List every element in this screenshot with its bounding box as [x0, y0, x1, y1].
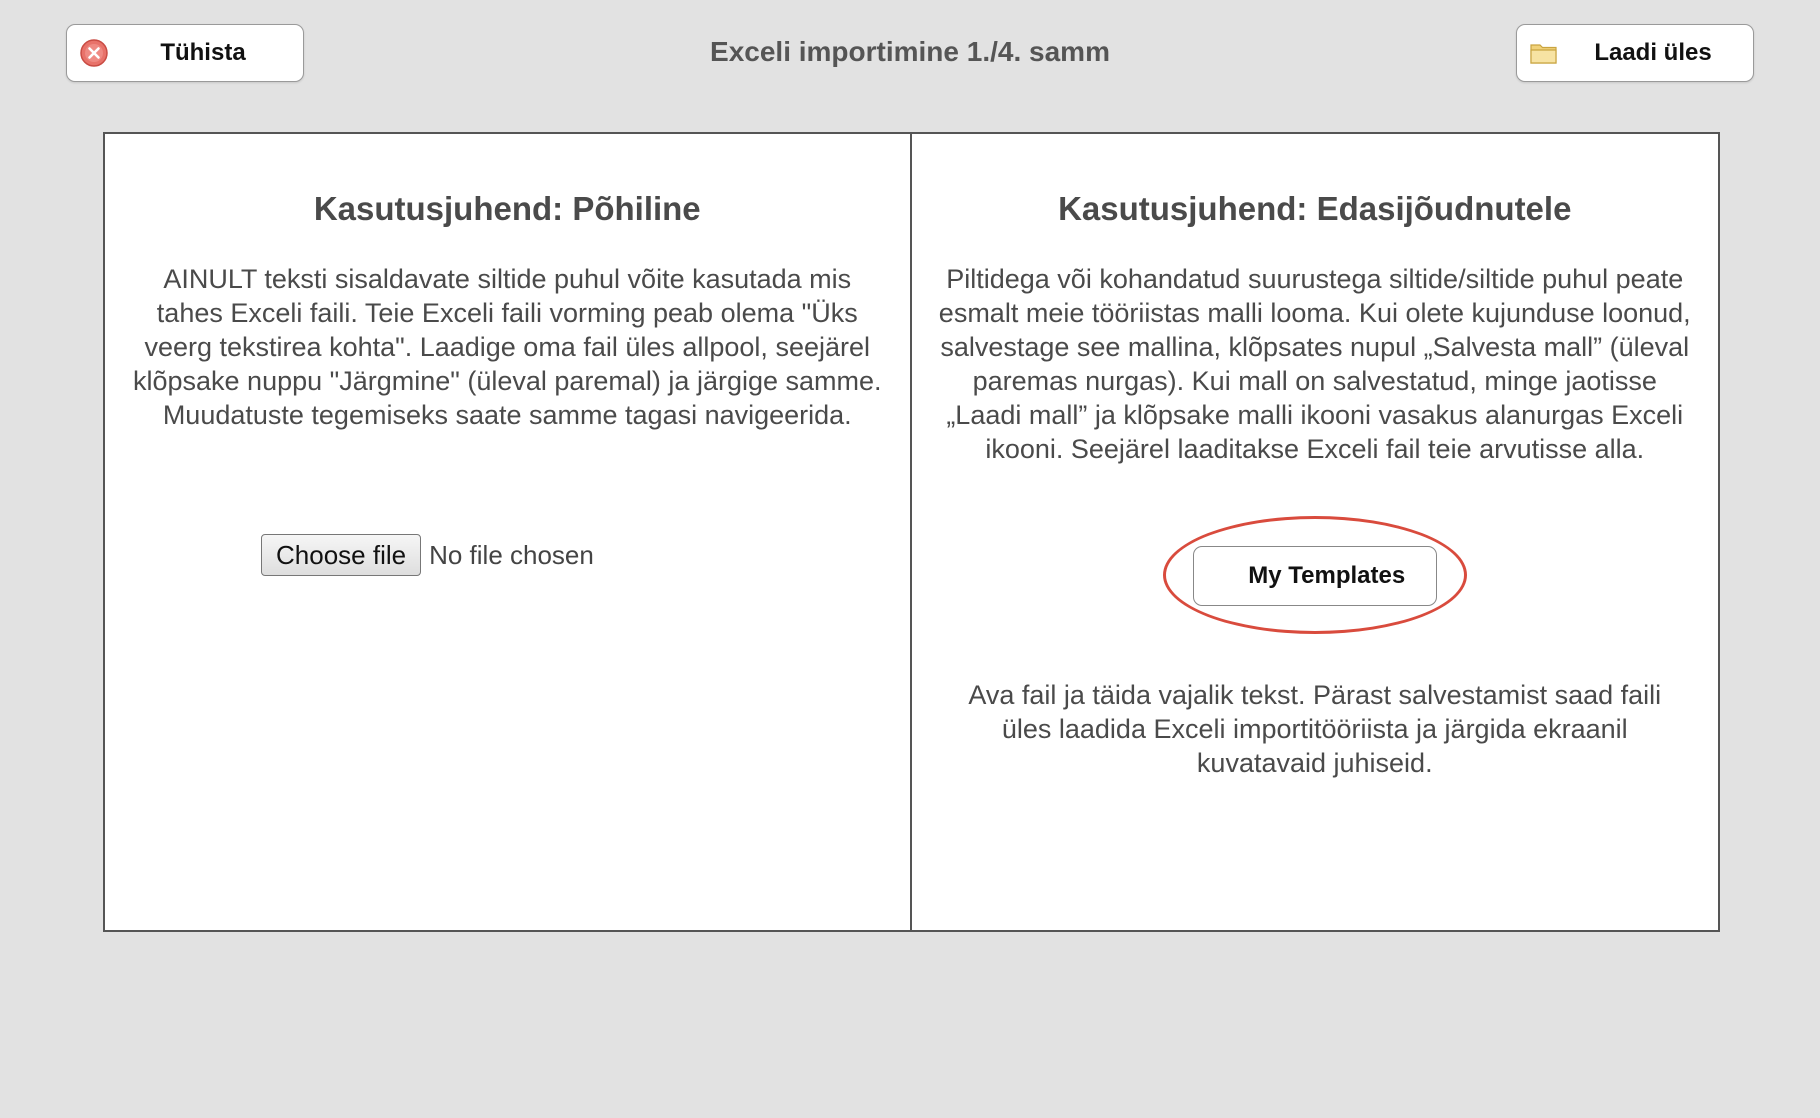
cancel-label: Tühista [160, 39, 246, 66]
file-picker [261, 534, 594, 576]
advanced-guide-followup-text: Ava fail ja täida vajalik tekst. Pärast salvestamist saad faili üles laadida Exceli importitööriista ja järgida ekraanil kuvatavaid juhiseid. [968, 680, 1662, 778]
advanced-guide-panel [912, 134, 1719, 930]
cancel-button[interactable] [66, 24, 304, 82]
advanced-guide-heading: Kasutusjuhend: Edasijõudnutele [1058, 190, 1572, 227]
close-circle-icon [79, 38, 109, 68]
my-templates-button[interactable]: My Templates [1193, 546, 1437, 606]
upload-button[interactable] [1516, 24, 1754, 82]
basic-guide-text: AINULT teksti sisaldavate siltide puhul võite kasutada mis tahes Exceli faili. Teie Exceli faili vorming peab olema "Üks veerg tekstirea kohta". Laadige oma fail üles allpool, seejärel klõpsake nuppu "Järgmine" (üleval paremal) ja järgige samme. Muudatuste tegemiseks saate samme tagasi navigeerida. [132, 264, 882, 430]
file-status-text: No file chosen [429, 539, 594, 570]
basic-guide-heading: Kasutusjuhend: Põhiline [313, 190, 701, 227]
choose-file-button[interactable]: Choose file [261, 534, 421, 576]
page-title: Exceli importimine 1./4. samm [710, 36, 1110, 67]
advanced-guide-text: Piltidega või kohandatud suurustega siltide/siltide puhul peate esmalt meie tööriistas malli looma. Kui olete kujunduse loonud, salvestage see mallina, klõpsates nupul „Salvesta mall” (üleval paremas nurgas). Kui mall on salvestatud, minge jaotisse „Laadi mall” ja klõpsake malli ikooni vasakus alanurgas Exceli ikooni. Seejärel laaditakse Exceli fail teie arvutisse alla. [938, 264, 1691, 464]
upload-label: Laadi üles [1594, 39, 1712, 66]
templates-button-container [1193, 546, 1437, 606]
folder-icon [1529, 38, 1559, 68]
instructions-panels [103, 132, 1720, 932]
basic-guide-panel [105, 134, 912, 930]
